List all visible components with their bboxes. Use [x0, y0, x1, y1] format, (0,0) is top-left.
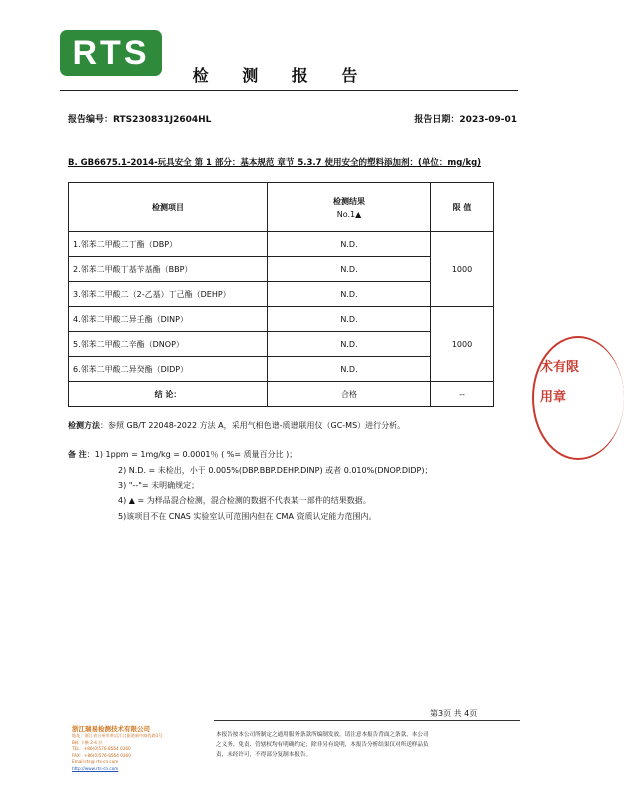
remarks-label: 备 注 — [68, 450, 87, 459]
company-address-2: B栋 下横 2-4 层 — [72, 739, 103, 745]
section-heading: B. GB6675.1-2014-玩具安全 第 1 部分：基本规范 章节 5.3.7 使用安全的塑料添加剂：(单位：mg/kg) — [68, 158, 482, 168]
conclusion-limit: -- — [431, 382, 494, 407]
table-row — [69, 282, 494, 307]
company-tel: TEL：+86(0)576-8564 0360 — [72, 746, 131, 751]
row-result: N.D. — [268, 307, 431, 332]
table-row — [69, 332, 494, 357]
company-fax: FAX：+86(0)576-8564 0360 — [72, 752, 131, 758]
company-seal-stamp: 术有限 用章 — [532, 336, 624, 460]
company-address: 地址：浙江省台州市黄岩江口街道新中路西路1号 — [72, 733, 163, 738]
remarks-line-4: 4) ▲ = 为样品混合检测，混合检测的数据不代表某一部件的结果数据。 — [118, 496, 371, 505]
conclusion-row — [69, 382, 494, 407]
table-header-row — [69, 183, 494, 232]
row-result: N.D. — [268, 357, 431, 382]
row-item: 4.邻苯二甲酸二异壬酯（DINP） — [69, 307, 268, 332]
report-date: 报告日期：2023-09-01 — [414, 115, 517, 125]
conclusion-label: 结 论： — [69, 382, 268, 407]
remarks-line-3: 3) "--"= 未明确规定； — [118, 481, 200, 490]
footer-divider — [214, 720, 520, 721]
remarks-line-5: 5)该项目不在 CNAS 实验室认可范围内但在 CMA 资质认定能力范围内。 — [118, 512, 377, 521]
table-row — [69, 232, 494, 257]
header-limit: 限 值 — [431, 183, 494, 232]
row-limit: 1000 — [431, 232, 494, 307]
row-item: 6.邻苯二甲酸二异癸酯（DIDP） — [69, 357, 268, 382]
results-table — [68, 182, 494, 407]
row-item: 1.邻苯二甲酸二丁酯（DBP） — [69, 232, 268, 257]
page-number: 第3页 共 4页 — [430, 709, 478, 718]
row-limit: 1000 — [431, 307, 494, 382]
report-number: 报告编号：RTS230831J2604HL — [68, 115, 212, 125]
header-result — [268, 183, 431, 232]
test-method-label: 检测方法 — [68, 421, 100, 430]
table-row — [69, 357, 494, 382]
header-result-label: 检测结果 — [333, 196, 365, 206]
table-row — [69, 307, 494, 332]
row-result: N.D. — [268, 282, 431, 307]
test-method-text: ：参照 GB/T 22048-2022 方法 A，采用气相色谱-质谱联用仪（GC-MS）进行分析。 — [100, 421, 406, 430]
company-info — [72, 724, 202, 772]
header-item: 检测项目 — [69, 183, 268, 232]
conclusion-result: 合格 — [268, 382, 431, 407]
company-website-link[interactable]: http://www.rts-cn.com — [72, 765, 119, 771]
company-email: Email:rts@ rts-cn.com — [72, 759, 119, 764]
row-item: 5.邻苯二甲酸二辛酯（DNOP） — [69, 332, 268, 357]
row-item: 3.邻苯二甲酸二（2-乙基）丁己酯（DEHP） — [69, 282, 268, 307]
row-item: 2.邻苯二甲酸丁基苄基酯（BBP） — [69, 257, 268, 282]
header-result-sub: No.1▲ — [336, 209, 362, 219]
remarks-line-1: 备 注：1) 1ppm = 1mg/kg = 0.0001％ ( %= 质量百分比 )； — [68, 450, 298, 459]
table-row — [69, 257, 494, 282]
row-result: N.D. — [268, 257, 431, 282]
row-result: N.D. — [268, 332, 431, 357]
remarks-line-2: 2) N.D. = 未检出，小于 0.005%(DBP.BBP.DEHP.DINP) 或者 0.010%(DNOP.DIDP)； — [118, 466, 433, 475]
row-result: N.D. — [268, 232, 431, 257]
test-method — [68, 418, 405, 433]
title-divider — [60, 90, 518, 91]
page-title: 检 测 报 告 — [192, 66, 372, 85]
company-logo: RTS — [60, 30, 162, 76]
company-name: 浙江瑞易检测技术有限公司 — [72, 725, 150, 733]
footer-disclaimer: 本报告按本公司所制定之通用服务条款所编制发放，请注意本报告背面之条款，本公司 之义务、免责、管辖权均有明确约定；除非另有说明，本报告分析结果仅对所送样品负 责，未经许可，不得部分复制本报告。 — [216, 732, 429, 758]
